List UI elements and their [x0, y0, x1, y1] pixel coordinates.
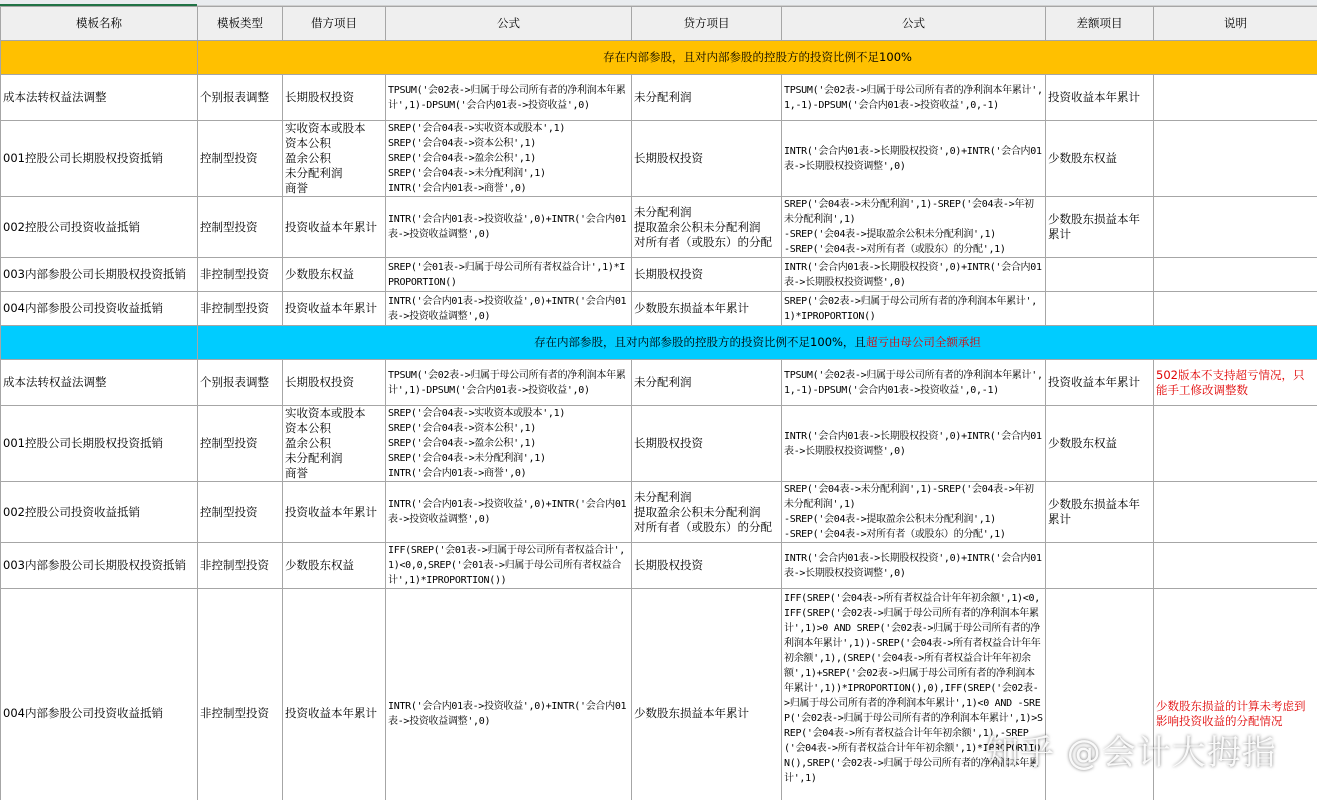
cell-template-type[interactable]: 非控制型投资	[198, 543, 283, 589]
cell-note[interactable]: 少数股东损益的计算未考虑到影响投资收益的分配情况	[1154, 589, 1317, 800]
cell-debit-item[interactable]: 实收资本或股本 资本公积 盈余公积 未分配利润 商誉	[283, 406, 386, 482]
cell-template-type[interactable]: 个别报表调整	[198, 360, 283, 406]
cell-diff-item[interactable]: 投资收益本年累计	[1046, 75, 1154, 121]
cell-note[interactable]	[1154, 406, 1317, 482]
table-row	[1, 197, 1317, 258]
cell-template-name[interactable]: 003内部参股公司长期股权投资抵销	[1, 258, 198, 292]
table-row	[1, 482, 1317, 543]
cell-note[interactable]	[1154, 482, 1317, 543]
cell-credit-formula[interactable]: INTR('会合内01表->长期股权投资',0)+INTR('会合内01表->长期股权投资调整',0)	[782, 406, 1046, 482]
cell-debit-formula[interactable]: INTR('会合内01表->投资收益',0)+INTR('会合内01表->投资收益调整',0)	[386, 197, 632, 258]
template-table	[0, 6, 1317, 800]
section-banner-text[interactable]: 存在内部参股，且对内部参股的控股方的投资比例不足100%	[198, 41, 1317, 75]
cell-credit-item[interactable]: 未分配利润 提取盈余公积未分配利润 对所有者（或股东）的分配	[632, 482, 782, 543]
cell-template-name[interactable]: 004内部参股公司投资收益抵销	[1, 292, 198, 326]
banner-cell-empty[interactable]	[1, 326, 198, 360]
cell-diff-item[interactable]: 少数股东损益本年累计	[1046, 197, 1154, 258]
header-credit-item[interactable]: 贷方项目	[632, 7, 782, 41]
cell-template-name[interactable]: 成本法转权益法调整	[1, 360, 198, 406]
cell-credit-formula[interactable]: INTR('会合内01表->长期股权投资',0)+INTR('会合内01表->长期股权投资调整',0)	[782, 258, 1046, 292]
table-row	[1, 292, 1317, 326]
cell-credit-item[interactable]: 未分配利润	[632, 75, 782, 121]
cell-template-name[interactable]: 001控股公司长期股权投资抵销	[1, 121, 198, 197]
cell-debit-item[interactable]: 长期股权投资	[283, 75, 386, 121]
banner-text-highlight: 超亏由母公司全额承担	[865, 335, 981, 349]
cell-debit-item[interactable]: 长期股权投资	[283, 360, 386, 406]
cell-credit-formula[interactable]: IFF(SREP('会04表->所有者权益合计年年初余额',1)<0,IFF(SREP('会02表->归属于母公司所有者的净利润本年累计',1)>0 AND SREP('会02表->归属于母公司所有者的净利润本年累计',1))-SREP('会04表->所有者权益合计年年初余额',1),(SREP('会04表->所有者权益合计年年初余额',1)+SREP('会02表->归属于母公司所有者的净利润本年累计',1))*IPROPORTION(),0),IFF(SREP('会02表->归属于母公司所有者的净利润本年累计',1)<0 AND -SREP('会02表->归属于母公司所有者的净利润本年累计',1)>SREP('会04表->所有者权益合计年年初余额',1),-SREP('会04表->所有者权益合计年年初余额',1)*IPROPORTION(),SREP('会02表->归属于母公司所有者的净利润本年累计',1)	[782, 589, 1046, 800]
cell-credit-formula[interactable]: TPSUM('会02表->归属于母公司所有者的净利润本年累计',1,-1)-DPSUM('会合内01表->投资收益',0,-1)	[782, 360, 1046, 406]
cell-debit-formula[interactable]: IFF(SREP('会01表->归属于母公司所有者权益合计',1)<0,0,SREP('会01表->归属于母公司所有者权益合计',1)*IPROPORTION())	[386, 543, 632, 589]
cell-template-type[interactable]: 个别报表调整	[198, 75, 283, 121]
cell-credit-formula[interactable]: INTR('会合内01表->长期股权投资',0)+INTR('会合内01表->长期股权投资调整',0)	[782, 121, 1046, 197]
cell-template-type[interactable]: 控制型投资	[198, 406, 283, 482]
cell-template-name[interactable]: 001控股公司长期股权投资抵销	[1, 406, 198, 482]
header-note[interactable]: 说明	[1154, 7, 1317, 41]
table-row	[1, 360, 1317, 406]
cell-note[interactable]: 502版本不支持超亏情况，只能手工修改调整数	[1154, 360, 1317, 406]
cell-template-type[interactable]: 非控制型投资	[198, 292, 283, 326]
table-row	[1, 543, 1317, 589]
cell-diff-item[interactable]: 投资收益本年累计	[1046, 360, 1154, 406]
cell-template-type[interactable]: 控制型投资	[198, 197, 283, 258]
cell-credit-item[interactable]: 长期股权投资	[632, 406, 782, 482]
cell-template-type[interactable]: 控制型投资	[198, 482, 283, 543]
table-row	[1, 121, 1317, 197]
cell-note[interactable]	[1154, 197, 1317, 258]
cell-credit-formula[interactable]: INTR('会合内01表->长期股权投资',0)+INTR('会合内01表->长期股权投资调整',0)	[782, 543, 1046, 589]
cell-credit-item[interactable]: 长期股权投资	[632, 258, 782, 292]
zhihu-watermark: 知乎 @会计大拇指	[985, 733, 1277, 773]
cell-diff-item[interactable]	[1046, 292, 1154, 326]
cell-debit-item[interactable]: 少数股东权益	[283, 258, 386, 292]
cell-credit-formula[interactable]: SREP('会04表->未分配利润',1)-SREP('会04表->年初未分配利润',1) -SREP('会04表->提取盈余公积未分配利润',1) -SREP('会04表->对所有者（或股东）的分配',1)	[782, 197, 1046, 258]
header-diff-item[interactable]: 差额项目	[1046, 7, 1154, 41]
cell-debit-formula[interactable]: INTR('会合内01表->投资收益',0)+INTR('会合内01表->投资收益调整',0)	[386, 589, 632, 800]
cell-template-name[interactable]: 004内部参股公司投资收益抵销	[1, 589, 198, 800]
cell-credit-item[interactable]: 未分配利润	[632, 360, 782, 406]
cell-credit-item[interactable]: 长期股权投资	[632, 543, 782, 589]
header-credit-formula[interactable]: 公式	[782, 7, 1046, 41]
header-row	[1, 7, 1317, 41]
banner-text-main: 存在内部参股，且对内部参股的控股方的投资比例不足100%，且	[534, 335, 866, 349]
section-banner-text[interactable]	[198, 326, 1317, 360]
cell-template-type[interactable]: 非控制型投资	[198, 258, 283, 292]
header-debit-item[interactable]: 借方项目	[283, 7, 386, 41]
cell-note[interactable]	[1154, 121, 1317, 197]
cell-debit-item[interactable]: 少数股东权益	[283, 543, 386, 589]
header-template-type[interactable]: 模板类型	[198, 7, 283, 41]
cell-note[interactable]	[1154, 75, 1317, 121]
table-row	[1, 406, 1317, 482]
cell-debit-item[interactable]: 实收资本或股本 资本公积 盈余公积 未分配利润 商誉	[283, 121, 386, 197]
cell-note[interactable]	[1154, 258, 1317, 292]
cell-diff-item[interactable]	[1046, 258, 1154, 292]
cell-debit-formula[interactable]: INTR('会合内01表->投资收益',0)+INTR('会合内01表->投资收益调整',0)	[386, 292, 632, 326]
banner-cell-empty[interactable]	[1, 41, 198, 75]
cell-debit-formula[interactable]: TPSUM('会02表->归属于母公司所有者的净利润本年累计',1)-DPSUM('会合内01表->投资收益',0)	[386, 75, 632, 121]
section-banner-2	[1, 326, 1317, 360]
cell-debit-formula[interactable]: SREP('会合04表->实收资本或股本',1) SREP('会合04表->资本公积',1) SREP('会合04表->盈余公积',1) SREP('会合04表->未分配利润',1) INTR('会合内01表->商誉',0)	[386, 121, 632, 197]
cell-credit-item[interactable]: 未分配利润 提取盈余公积未分配利润 对所有者（或股东）的分配	[632, 197, 782, 258]
cell-credit-item[interactable]: 少数股东损益本年累计	[632, 589, 782, 800]
cell-diff-item[interactable]: 少数股东权益	[1046, 406, 1154, 482]
cell-diff-item[interactable]	[1046, 543, 1154, 589]
cell-diff-item[interactable]: 少数股东权益	[1046, 121, 1154, 197]
cell-credit-formula[interactable]: SREP('会02表->归属于母公司所有者的净利润本年累计',1)*IPROPORTION()	[782, 292, 1046, 326]
header-template-name[interactable]: 模板名称	[1, 7, 198, 41]
cell-credit-item[interactable]: 长期股权投资	[632, 121, 782, 197]
header-debit-formula[interactable]: 公式	[386, 7, 632, 41]
table-row	[1, 75, 1317, 121]
cell-debit-formula[interactable]: SREP('会合04表->实收资本或股本',1) SREP('会合04表->资本公积',1) SREP('会合04表->盈余公积',1) SREP('会合04表->未分配利润',1) INTR('会合内01表->商誉',0)	[386, 406, 632, 482]
section-banner-1	[1, 41, 1317, 75]
cell-template-type[interactable]: 控制型投资	[198, 121, 283, 197]
cell-debit-item[interactable]: 投资收益本年累计	[283, 589, 386, 800]
table-row	[1, 258, 1317, 292]
cell-credit-item[interactable]: 少数股东损益本年累计	[632, 292, 782, 326]
cell-template-name[interactable]: 成本法转权益法调整	[1, 75, 198, 121]
cell-note[interactable]	[1154, 543, 1317, 589]
cell-debit-formula[interactable]: TPSUM('会02表->归属于母公司所有者的净利润本年累计',1)-DPSUM('会合内01表->投资收益',0)	[386, 360, 632, 406]
cell-note[interactable]	[1154, 292, 1317, 326]
cell-debit-item[interactable]: 投资收益本年累计	[283, 197, 386, 258]
cell-debit-formula[interactable]: SREP('会01表->归属于母公司所有者权益合计',1)*IPROPORTION()	[386, 258, 632, 292]
cell-template-name[interactable]: 002控股公司投资收益抵销	[1, 197, 198, 258]
cell-diff-item[interactable]: 少数股东损益本年累计	[1046, 482, 1154, 543]
cell-credit-formula[interactable]: TPSUM('会02表->归属于母公司所有者的净利润本年累计',1,-1)-DPSUM('会合内01表->投资收益',0,-1)	[782, 75, 1046, 121]
cell-credit-formula[interactable]: SREP('会04表->未分配利润',1)-SREP('会04表->年初未分配利润',1) -SREP('会04表->提取盈余公积未分配利润',1) -SREP('会04表->对所有者（或股东）的分配',1)	[782, 482, 1046, 543]
cell-template-name[interactable]: 003内部参股公司长期股权投资抵销	[1, 543, 198, 589]
cell-debit-formula[interactable]: INTR('会合内01表->投资收益',0)+INTR('会合内01表->投资收益调整',0)	[386, 482, 632, 543]
cell-debit-item[interactable]: 投资收益本年累计	[283, 292, 386, 326]
cell-template-name[interactable]: 002控股公司投资收益抵销	[1, 482, 198, 543]
cell-debit-item[interactable]: 投资收益本年累计	[283, 482, 386, 543]
cell-template-type[interactable]: 非控制型投资	[198, 589, 283, 800]
